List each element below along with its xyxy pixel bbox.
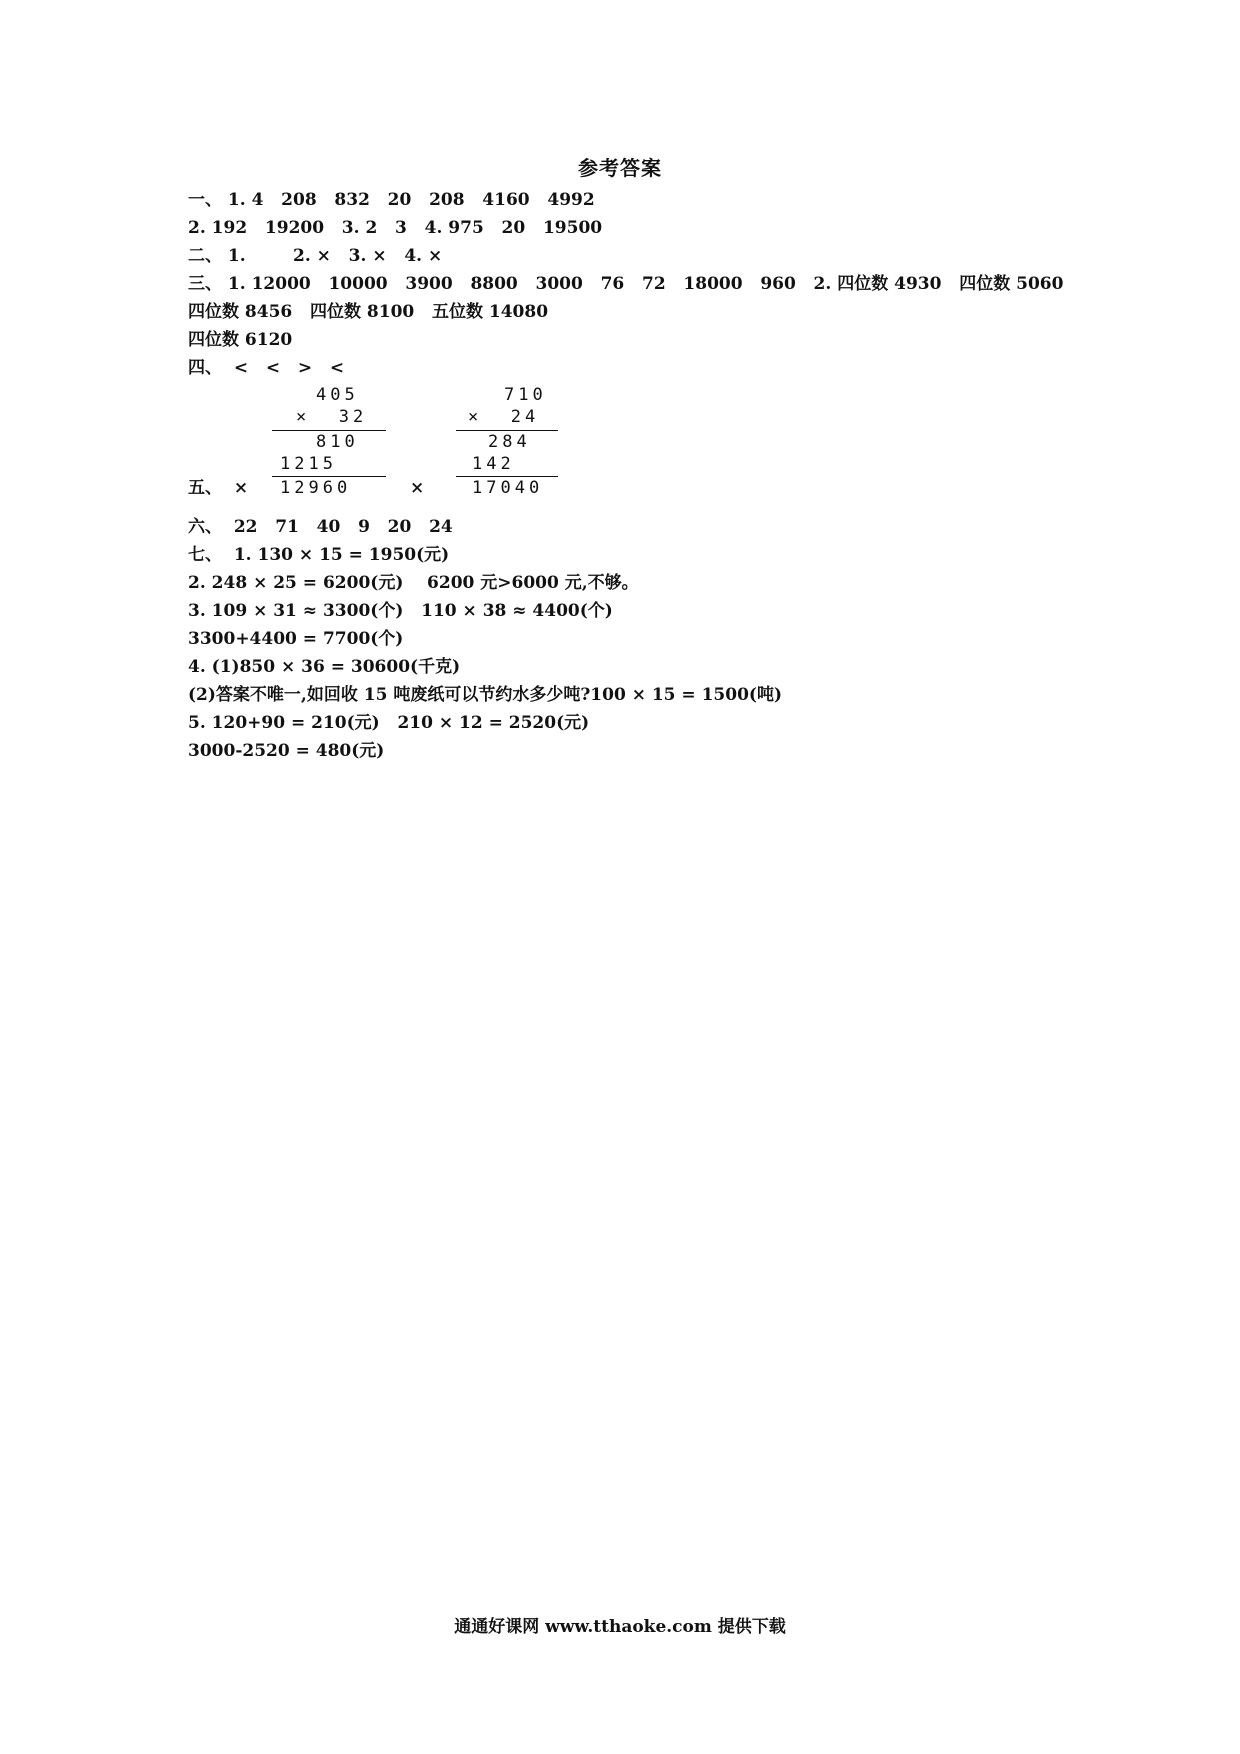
calc-1-multiplier: × 32 [296, 407, 368, 427]
answer-line-11: 3. 109 × 31 ≈ 3300(个) 110 × 38 ≈ 4400(个) [188, 601, 613, 621]
calc-2-result: 17040 [472, 478, 544, 498]
calc-2-top: 710 [504, 385, 547, 405]
answer-line-13: 4. (1)850 × 36 = 30600(千克) [188, 657, 461, 677]
answer-line-7: 四、 < < > < [188, 358, 345, 378]
answer-line-16: 3000-2520 = 480(元) [188, 741, 385, 761]
calc-1-result: 12960 [280, 478, 352, 498]
answer-line-1: 一、 1. 4 208 832 20 208 4160 4992 [188, 190, 595, 210]
calc-1-partial-2: 1215 [280, 454, 337, 474]
answer-line-2: 2. 192 19200 3. 2 3 4. 975 20 19500 [188, 218, 603, 238]
calc-2-multiplier: × 24 [468, 407, 540, 427]
section-5-label: 五、 × [188, 478, 249, 498]
answer-line-14: (2)答案不唯一,如回收 15 吨废纸可以节约水多少吨?100 × 15 = 1500(吨) [188, 685, 782, 705]
answer-line-15: 5. 120+90 = 210(元) 210 × 12 = 2520(元) [188, 713, 590, 733]
answer-line-3: 二、 1. 2. × 3. × 4. × [188, 246, 443, 266]
answer-line-12: 3300+4400 = 7700(个) [188, 629, 404, 649]
calc-2-partial-2: 142 [472, 454, 515, 474]
answer-line-9: 七、 1. 130 × 15 = 1950(元) [188, 545, 450, 565]
calc-2-partial-1: 284 [488, 432, 531, 452]
calc-1-top: 405 [316, 385, 359, 405]
page-title: 参考答案 [578, 156, 662, 180]
answer-line-10: 2. 248 × 25 = 6200(元) 6200 元>6000 元,不够。 [188, 573, 639, 593]
section-5-mark-2: × [410, 478, 425, 498]
calc-1-partial-1: 810 [316, 432, 359, 452]
footer-credit: 通通好课网 www.tthaoke.com 提供下载 [454, 1617, 786, 1637]
answer-line-4: 三、 1. 12000 10000 3900 8800 3000 76 72 18000 960 2. 四位数 4930 四位数 5060 [188, 274, 1064, 294]
answer-line-6: 四位数 6120 [188, 330, 293, 350]
answer-line-5: 四位数 8456 四位数 8100 五位数 14080 [188, 302, 549, 322]
answer-line-8: 六、 22 71 40 9 20 24 [188, 517, 453, 537]
